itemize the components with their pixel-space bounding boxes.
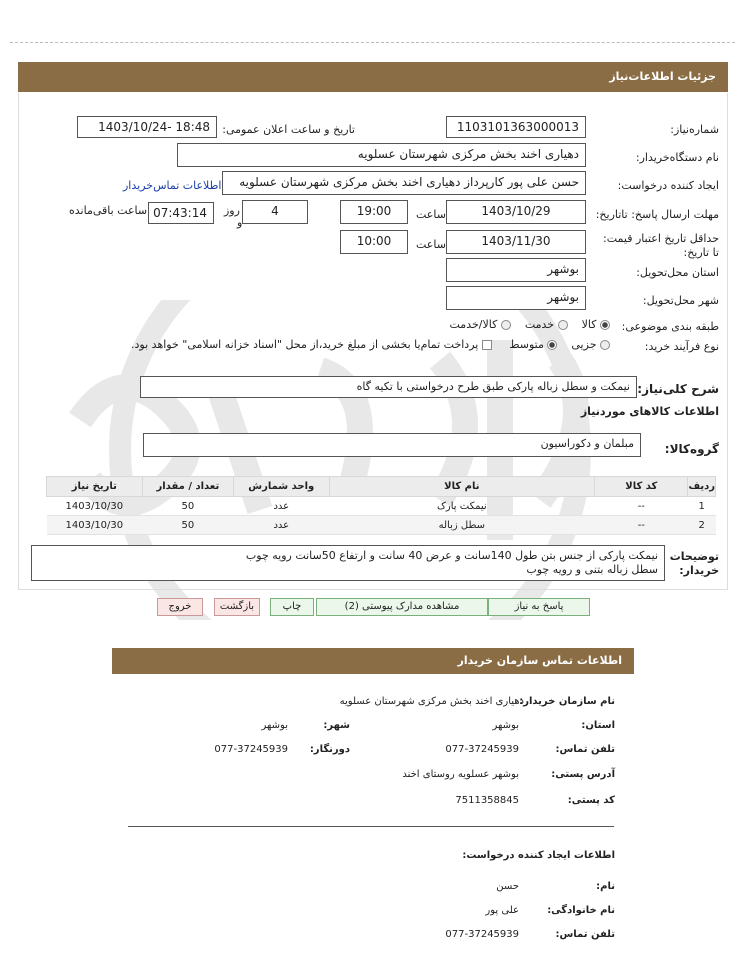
top-divider: [10, 42, 735, 43]
cell-date: 1403/10/30: [47, 497, 143, 516]
proc-medium-label: متوسط: [509, 338, 544, 351]
announce-label: تاریخ و ساعت اعلان عمومی:: [222, 123, 355, 136]
col-name: نام کالا: [329, 477, 595, 497]
price-validity-label: حداقل تاریخ اعتبار قیمت: تا تاریخ:: [603, 232, 719, 259]
days-field: 4: [242, 200, 308, 224]
org-value: دهیاری اخند بخش مرکزی شهرستان عسلویه: [339, 696, 524, 707]
creator-info-title: اطلاعات ایجاد کننده درخواست:: [462, 850, 615, 861]
process-options: [131, 338, 610, 351]
and-label: و: [237, 216, 243, 229]
radio-minor[interactable]: [600, 340, 610, 350]
reply-time-label: ساعت: [416, 208, 446, 221]
announce-field: 1403/10/24- 18:48: [77, 116, 217, 138]
col-date: تاریخ نیاز: [47, 477, 143, 497]
cell-qty: 50: [142, 497, 233, 516]
contact-phone-value: 077-37245939: [445, 744, 519, 755]
validity-time-label: ساعت: [416, 238, 446, 251]
group-field: مبلمان و دکوراسیون: [143, 433, 641, 457]
need-number-label: شماره‌نیاز:: [670, 123, 719, 136]
buyer-field: دهیاری اخند بخش مرکزی شهرستان عسلویه: [177, 143, 586, 167]
address-value: بوشهر عسلویه روستای اخند: [402, 769, 519, 780]
contact-title: اطلاعات تماس سازمان خریدار: [457, 654, 622, 667]
goods-table: [46, 476, 716, 535]
table-row: [47, 497, 716, 516]
notes-line1: نیمکت پارکی از جنس بتن طول 140سانت و عرض 40 سانت و ارتفاع 50سانت رویه چوب: [245, 549, 658, 562]
notes-field: [31, 545, 665, 581]
contact-city-value: بوشهر: [261, 720, 288, 731]
radio-medium[interactable]: [547, 340, 557, 350]
back-button[interactable]: بازگشت: [214, 598, 260, 616]
cell-qty: 50: [142, 516, 233, 535]
col-code: کد کالا: [595, 477, 688, 497]
fax-value: 077-37245939: [214, 744, 288, 755]
creator-phone-label: تلفن تماس:: [555, 929, 615, 940]
treasury-checkbox[interactable]: [482, 340, 492, 350]
reply-date-field: 1403/10/29: [446, 200, 586, 224]
province-label: استان محل‌تحویل:: [636, 266, 719, 279]
col-row: ردیف: [688, 477, 716, 497]
remaining-time-field: 07:43:14: [148, 202, 214, 224]
buyer-label: نام دستگاه‌خریدار:: [635, 151, 719, 164]
details-header: [18, 62, 728, 92]
process-label: نوع فرآیند خرید:: [644, 340, 719, 353]
category-label: طبقه بندی موضوعی:: [621, 320, 719, 333]
exit-button[interactable]: خروج: [157, 598, 203, 616]
contact-divider: [128, 826, 614, 827]
cell-name: نیمکت پارک: [329, 497, 595, 516]
cat-goods-label: کالا: [581, 318, 597, 331]
contact-phone-label: تلفن تماس:: [555, 744, 615, 755]
cell-name: سطل زباله: [329, 516, 595, 535]
cell-unit: عدد: [234, 497, 329, 516]
col-unit: واحد شمارش: [234, 477, 329, 497]
notes-line2: سطل زباله بتنی و رویه چوب: [526, 563, 658, 576]
proc-minor-label: جزیی: [571, 338, 597, 351]
radio-goods-service[interactable]: [501, 320, 511, 330]
cell-unit: عدد: [234, 516, 329, 535]
page-title: جزئیات اطلاعات‌نیاز: [609, 70, 716, 83]
city-label: شهر محل‌تحویل:: [642, 294, 719, 307]
notes-label-line1: توضیحات: [669, 550, 719, 563]
cell-row: 1: [688, 497, 716, 516]
days-label: روز: [224, 204, 240, 217]
notes-label-line2: خریدار:: [679, 564, 719, 577]
summary-field: نیمکت و سطل زباله پارکی طبق طرح درخواستی با تکیه گاه: [140, 376, 637, 398]
validity-time-field: 10:00: [340, 230, 408, 254]
reply-button[interactable]: پاسخ به نیاز: [488, 598, 590, 616]
contact-header: [112, 648, 634, 674]
reply-deadline-label: مهلت ارسال پاسخ: تاتاریخ:: [595, 208, 719, 221]
cell-row: 2: [688, 516, 716, 535]
contact-city-label: شهر:: [323, 720, 350, 731]
cell-code: --: [595, 516, 688, 535]
reply-time-field: 19:00: [340, 200, 408, 224]
group-label: گروه‌کالا:: [664, 442, 719, 456]
fax-label: دورنگار:: [309, 744, 350, 755]
postal-label: کد پستی:: [567, 795, 615, 806]
cat-goods-service-label: کالا/خدمت: [449, 318, 498, 331]
table-row: [47, 516, 716, 535]
family-label: نام خانوادگی:: [547, 905, 615, 916]
need-number-field: 1103101363000013: [446, 116, 586, 138]
attachments-button[interactable]: مشاهده مدارک پیوستی (2): [316, 598, 488, 616]
family-value: علی پور: [485, 905, 519, 916]
contact-province-value: بوشهر: [492, 720, 519, 731]
payment-note: پرداخت تمام‌یا بخشی از مبلغ خرید،از محل "اسناد خزانه اسلامی" خواهد بود.: [131, 338, 479, 351]
goods-info-label: اطلاعات کالاهای موردنیاز: [580, 405, 719, 418]
radio-service[interactable]: [558, 320, 568, 330]
cell-date: 1403/10/30: [47, 516, 143, 535]
validity-date-field: 1403/11/30: [446, 230, 586, 254]
province-field: بوشهر: [446, 258, 586, 282]
notes-label: [670, 550, 719, 578]
creator-field: حسن علی پور کارپرداز دهیاری اخند بخش مرکزی شهرستان عسلویه: [222, 171, 586, 195]
postal-value: 7511358845: [455, 795, 519, 806]
address-label: آدرس پستی:: [551, 769, 615, 780]
remaining-label: ساعت باقی‌مانده: [69, 204, 148, 217]
cell-code: --: [595, 497, 688, 516]
print-button[interactable]: چاپ: [270, 598, 314, 616]
creator-label: ایجاد کننده درخواست:: [617, 179, 719, 192]
name-label: نام:: [596, 881, 615, 892]
col-qty: تعداد / مقدار: [142, 477, 233, 497]
category-options: [450, 318, 611, 331]
org-label: نام سازمان خریدار:: [519, 696, 615, 707]
radio-goods[interactable]: [600, 320, 610, 330]
creator-phone-value: 077-37245939: [445, 929, 519, 940]
buyer-contact-link[interactable]: اطلاعات تماس‌خریدار: [123, 179, 222, 192]
city-field: بوشهر: [446, 286, 586, 310]
summary-label: شرح کلی‌نیاز:: [637, 382, 719, 396]
contact-province-label: استان:: [581, 720, 615, 731]
name-value: حسن: [496, 881, 519, 892]
cat-service-label: خدمت: [524, 318, 555, 331]
